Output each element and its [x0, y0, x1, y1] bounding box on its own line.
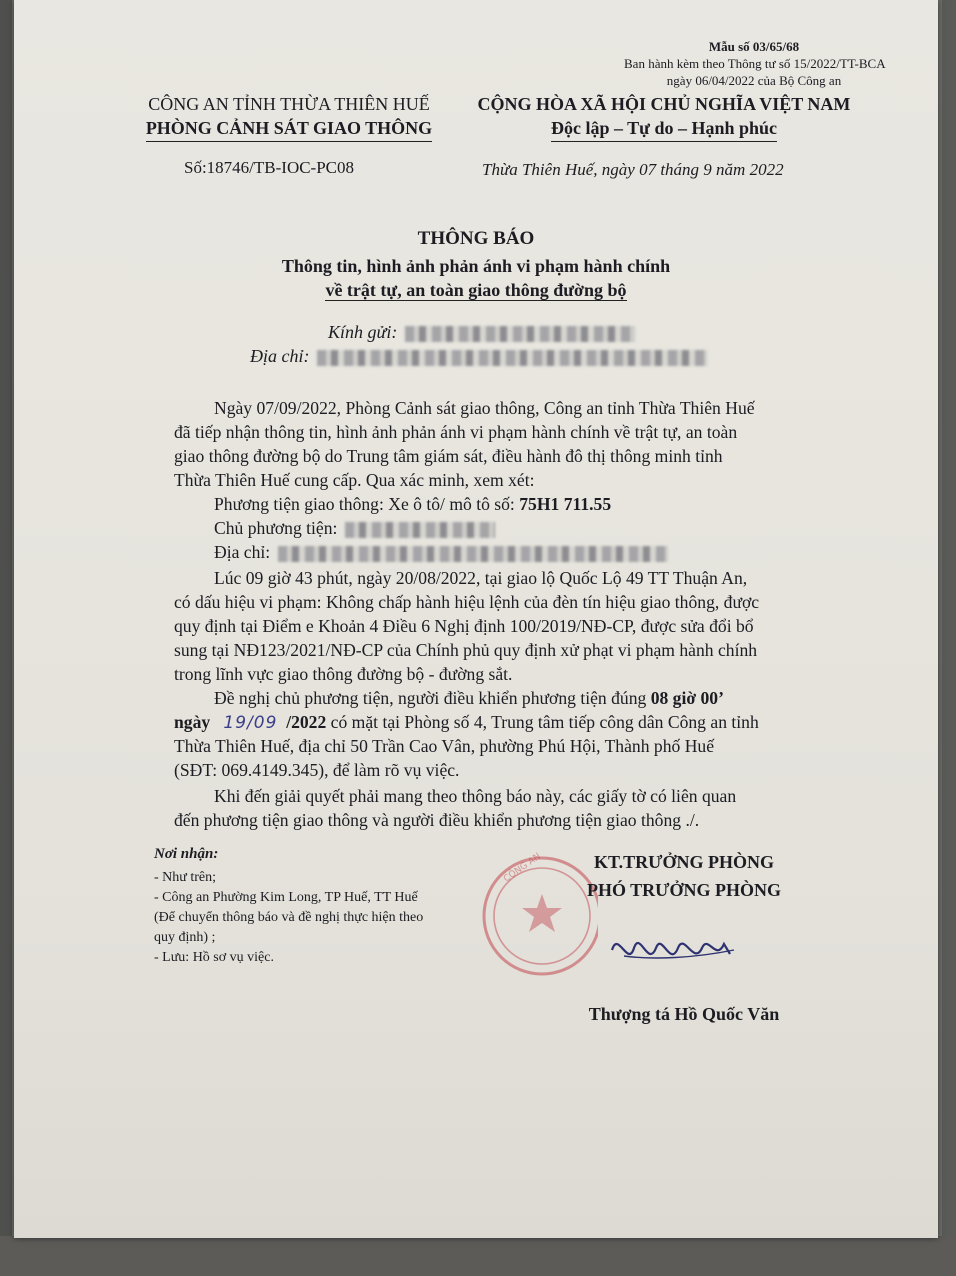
- body-p3-line1: [214, 686, 914, 710]
- nation-motto: Độc lập – Tự do – Hạnh phúc: [551, 116, 777, 142]
- signature-title-2: PHÓ TRƯỞNG PHÒNG: [586, 880, 781, 900]
- body-p3-line2: [174, 710, 874, 735]
- redacted-recipient: [405, 326, 635, 342]
- body-p3-line3: Thừa Thiên Huế, địa chỉ 50 Trần Cao Vân, phường Phú Hội, Thành phố Huế: [174, 736, 715, 756]
- document-subtitle-1: Thông tin, hình ảnh phản ánh vi phạm hành chính: [281, 256, 671, 276]
- document-subtitle-2: [14, 280, 938, 301]
- recipients-item: quy định) ;: [154, 930, 216, 945]
- body-p1-line3: giao thông đường bộ do Trung tâm giám sát, điều hành đô thị thông minh tỉnh: [174, 446, 723, 466]
- redacted-recipient-address: [317, 350, 707, 366]
- document-title: THÔNG BÁO: [417, 228, 535, 249]
- agency-department: PHÒNG CẢNH SÁT GIAO THÔNG: [146, 116, 432, 142]
- body-p2-line1: Lúc 09 giờ 43 phút, ngày 20/08/2022, tại giao lộ Quốc Lộ 49 TT Thuận An,: [214, 568, 748, 588]
- recipients-item: - Như trên;: [154, 870, 217, 885]
- appointment-time: 08 giờ 00’: [650, 688, 724, 708]
- form-number: Mẫu số 03/65/68: [708, 39, 800, 54]
- issuing-agency: [104, 92, 474, 142]
- body-p2-line3: quy định tại Điểm e Khoản 4 Điều 6 Nghị định 100/2019/NĐ-CP, được sửa đổi bổ: [174, 616, 754, 636]
- svg-text:CÔNG AN: CÔNG AN: [501, 851, 543, 885]
- recipients-item: (Để chuyển thông báo và đề nghị thực hiện theo: [154, 910, 424, 925]
- photo-background-left: [0, 0, 12, 1276]
- owner-address-line: [214, 540, 914, 564]
- nation-name: CỘNG HÒA XÃ HỘI CHỦ NGHĨA VIỆT NAM: [477, 94, 851, 114]
- signature-title-1: KT.TRƯỞNG PHÒNG: [594, 852, 774, 872]
- place-date: Thừa Thiên Huế, ngày 07 tháng 9 năm 2022: [482, 160, 784, 179]
- p3-line2-text: có mặt tại Phòng số 4, Trung tâm tiếp công dân Công an tỉnh: [326, 712, 759, 732]
- photo-background-right: [942, 0, 956, 1276]
- recipient-address-label: Địa chỉ:: [250, 346, 310, 366]
- body-p4-line1: Khi đến giải quyết phải mang theo thông báo này, các giấy tờ có liên quan: [214, 786, 737, 806]
- form-issued-by: Ban hành kèm theo Thông tư số 15/2022/TT-BCA: [624, 56, 886, 71]
- form-issued-date: ngày 06/04/2022 của Bộ Công an: [666, 73, 842, 88]
- body-p2-line5: trong lĩnh vực giao thông đường bộ - đường sắt.: [174, 664, 513, 684]
- subtitle-2-text: về trật tự, an toàn giao thông đường bộ: [325, 280, 627, 300]
- body-p4-line2: đến phương tiện giao thông và người điều khiển phương tiện giao thông ./.: [174, 810, 700, 830]
- document-number: Số:18746/TB-IOC-PC08: [184, 158, 355, 177]
- owner-line: [214, 516, 914, 540]
- p3-text: Đề nghị chủ phương tiện, người điều khiển phương tiện đúng: [214, 688, 651, 708]
- vehicle-label: Phương tiện giao thông: Xe ô tô/ mô tô số:: [214, 494, 520, 514]
- owner-label: Chủ phương tiện:: [214, 518, 338, 538]
- recipients-item: - Lưu: Hồ sơ vụ việc.: [154, 950, 274, 965]
- handwritten-date: 19/09: [223, 713, 278, 733]
- agency-parent: CÔNG AN TỈNH THỪA THIÊN HUẾ: [148, 94, 430, 114]
- signer-name: Thượng tá Hồ Quốc Văn: [588, 1004, 780, 1024]
- recipients-heading: Nơi nhận:: [154, 846, 219, 862]
- handwritten-signature: [604, 920, 744, 980]
- form-reference: [624, 38, 884, 89]
- body-p1-line4: Thừa Thiên Huế cung cấp. Qua xác minh, xem xét:: [174, 470, 535, 490]
- national-motto: [444, 92, 884, 142]
- body-p2-line2: có dấu hiệu vi phạm: Không chấp hành hiệu lệnh của đèn tín hiệu giao thông, được: [174, 592, 760, 612]
- body-p1-line2: đã tiếp nhận thông tin, hình ảnh phản ánh vi phạm hành chính về trật tự, an toàn: [174, 422, 738, 442]
- appointment-year: /2022: [286, 712, 327, 732]
- redacted-owner: [345, 522, 495, 538]
- body-p2-line4: sung tại NĐ123/2021/NĐ-CP của Chính phủ quy định xử phạt vi phạm hành chính: [174, 640, 758, 660]
- vehicle-plate: 75H1 711.55: [519, 494, 612, 514]
- appointment-day-label: ngày: [174, 712, 211, 732]
- recipient-line: [328, 322, 635, 343]
- recipient-label: Kính gửi:: [328, 322, 398, 342]
- recipient-address-line: [250, 346, 707, 367]
- body-p3-line4: (SĐT: 069.4149.345), để làm rõ vụ việc.: [174, 760, 460, 780]
- body-p1-line1: Ngày 07/09/2022, Phòng Cảnh sát giao thông, Công an tỉnh Thừa Thiên Huế: [214, 398, 755, 418]
- recipients-item: - Công an Phường Kim Long, TP Huế, TT Huế: [154, 890, 418, 905]
- document-page: [14, 0, 938, 1238]
- photo-background-bottom: [0, 1236, 956, 1276]
- owner-address-label: Địa chỉ:: [214, 542, 271, 562]
- redacted-owner-address: [278, 546, 668, 562]
- vehicle-line: [214, 492, 914, 516]
